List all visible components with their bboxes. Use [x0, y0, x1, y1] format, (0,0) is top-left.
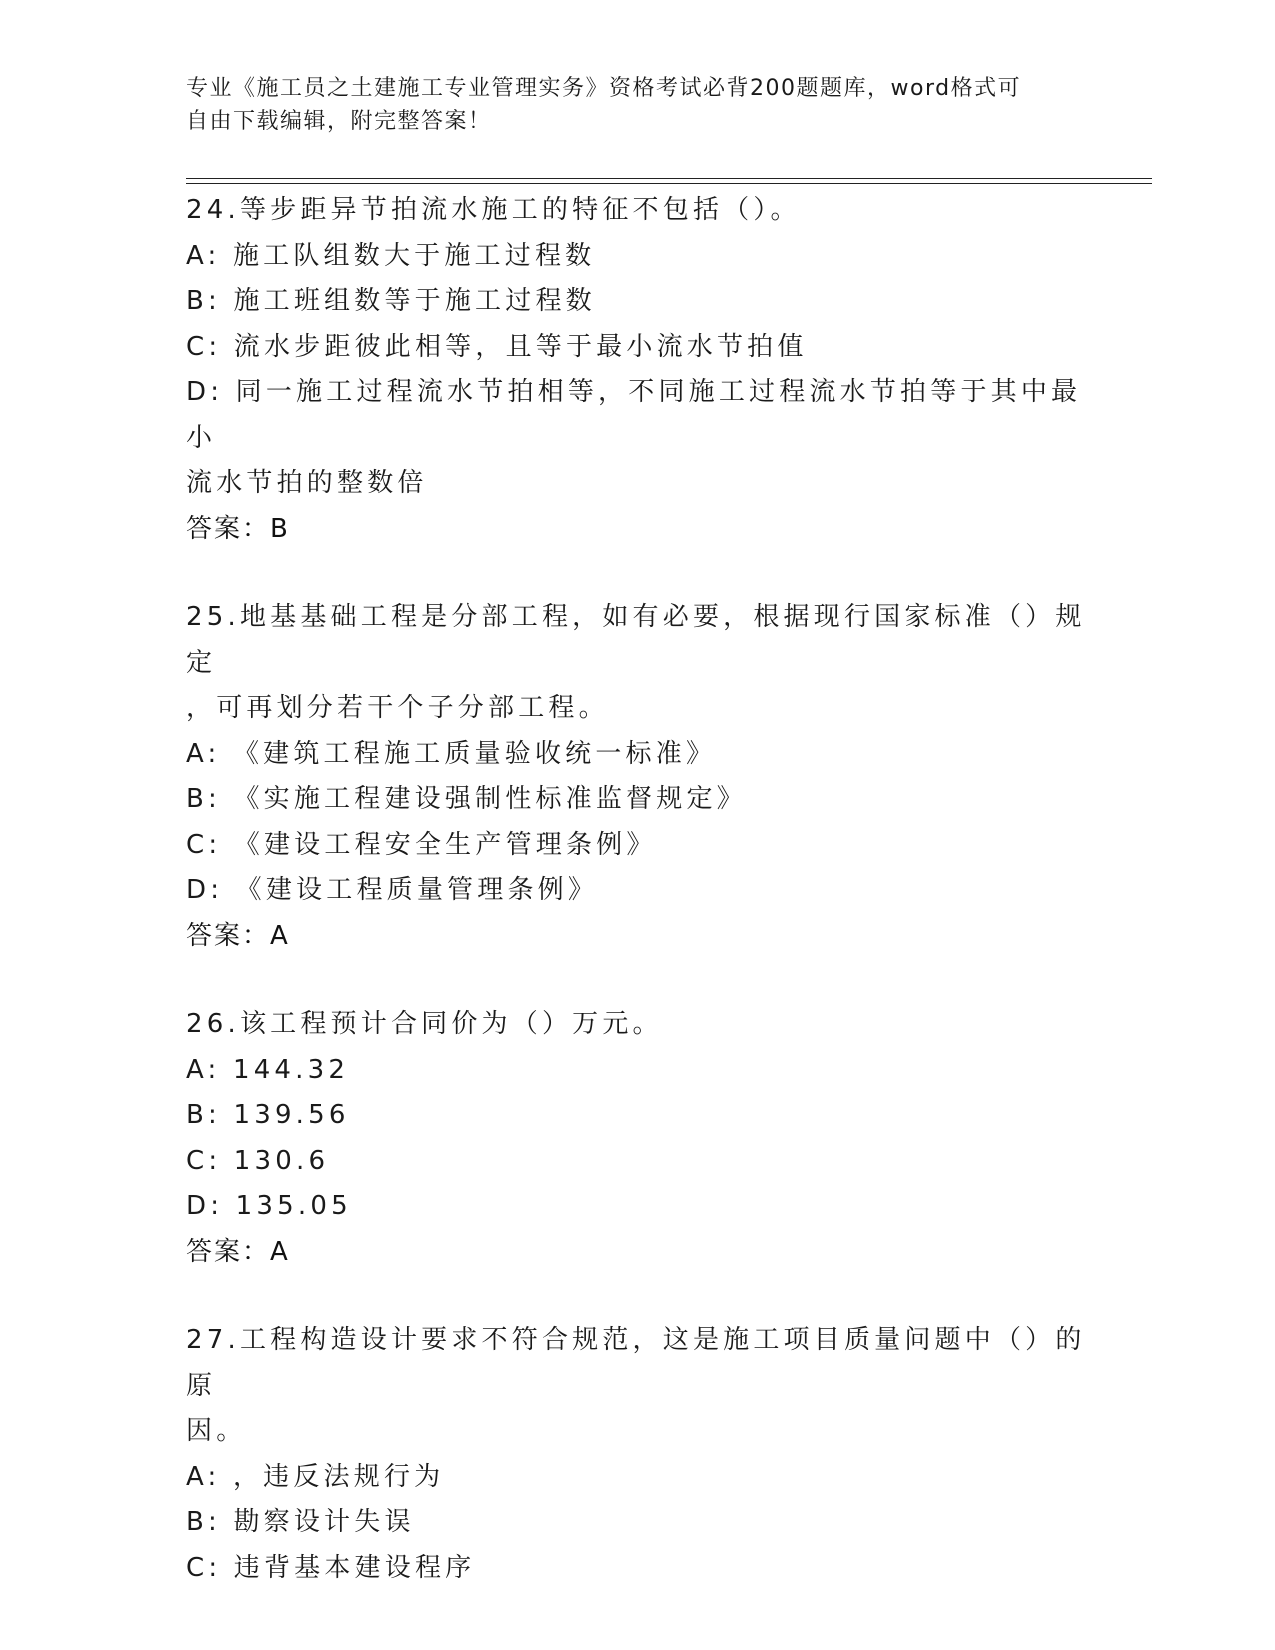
option-a: A: 施工队组数大于施工过程数: [186, 240, 596, 271]
question-list: [186, 188, 1086, 1634]
header-divider-top: [186, 178, 1152, 179]
option-d: D: 《建设工程质量管理条例》: [186, 875, 599, 905]
option-c: C: 流水步距彼此相等，且等于最小流水节拍值: [186, 331, 808, 362]
answer-label: 答案：A: [186, 1236, 290, 1267]
question-25: [186, 595, 1086, 959]
answer-label: 答案：A: [186, 920, 290, 951]
option-d-continued: 流水节拍的整数倍: [186, 468, 428, 498]
option-b: B: 勘察设计失误: [186, 1507, 415, 1537]
option-c: C: 《建设工程安全生产管理条例》: [186, 829, 657, 860]
question-27: [186, 1318, 1086, 1591]
header-divider-bottom: [186, 183, 1152, 184]
header-line-2: 自由下载编辑，附完整答案！: [186, 109, 492, 134]
question-24: [186, 188, 1086, 552]
option-d: D: 135.05: [186, 1191, 352, 1221]
option-b: B: 施工班组数等于施工过程数: [186, 286, 596, 316]
header-line-1: 专业《施工员之土建施工专业管理实务》资格考试必背200题题库，word格式可: [186, 76, 1022, 101]
option-b: B: 《实施工程建设强制性标准监督规定》: [186, 784, 747, 814]
document-header: [186, 72, 1066, 138]
option-a: A: ，违反法规行为: [186, 1461, 445, 1492]
question-stem-continued: ，可再划分若干个子分部工程。: [186, 693, 609, 723]
option-b: B: 139.56: [186, 1100, 350, 1130]
question-26: [186, 1002, 1086, 1275]
option-a: A: 《建筑工程施工质量验收统一标准》: [186, 738, 717, 769]
option-d: D: 同一施工过程流水节拍相等，不同施工过程流水节拍等于其中最小: [186, 377, 1082, 453]
option-c: C: 违背基本建设程序: [186, 1552, 476, 1583]
question-stem: 27.工程构造设计要求不符合规范，这是施工项目质量问题中（）的原: [186, 1325, 1086, 1401]
option-a: A: 144.32: [186, 1054, 350, 1085]
question-stem: 25.地基基础工程是分部工程，如有必要，根据现行国家标准（）规定: [186, 602, 1086, 678]
question-stem: 24.等步距异节拍流水施工的特征不包括（）。: [186, 195, 801, 225]
question-stem: 26.该工程预计合同价为（）万元。: [186, 1009, 663, 1039]
answer-label: 答案：B: [186, 513, 290, 544]
option-c: C: 130.6: [186, 1145, 330, 1176]
question-stem-continued: 因。: [186, 1416, 247, 1446]
